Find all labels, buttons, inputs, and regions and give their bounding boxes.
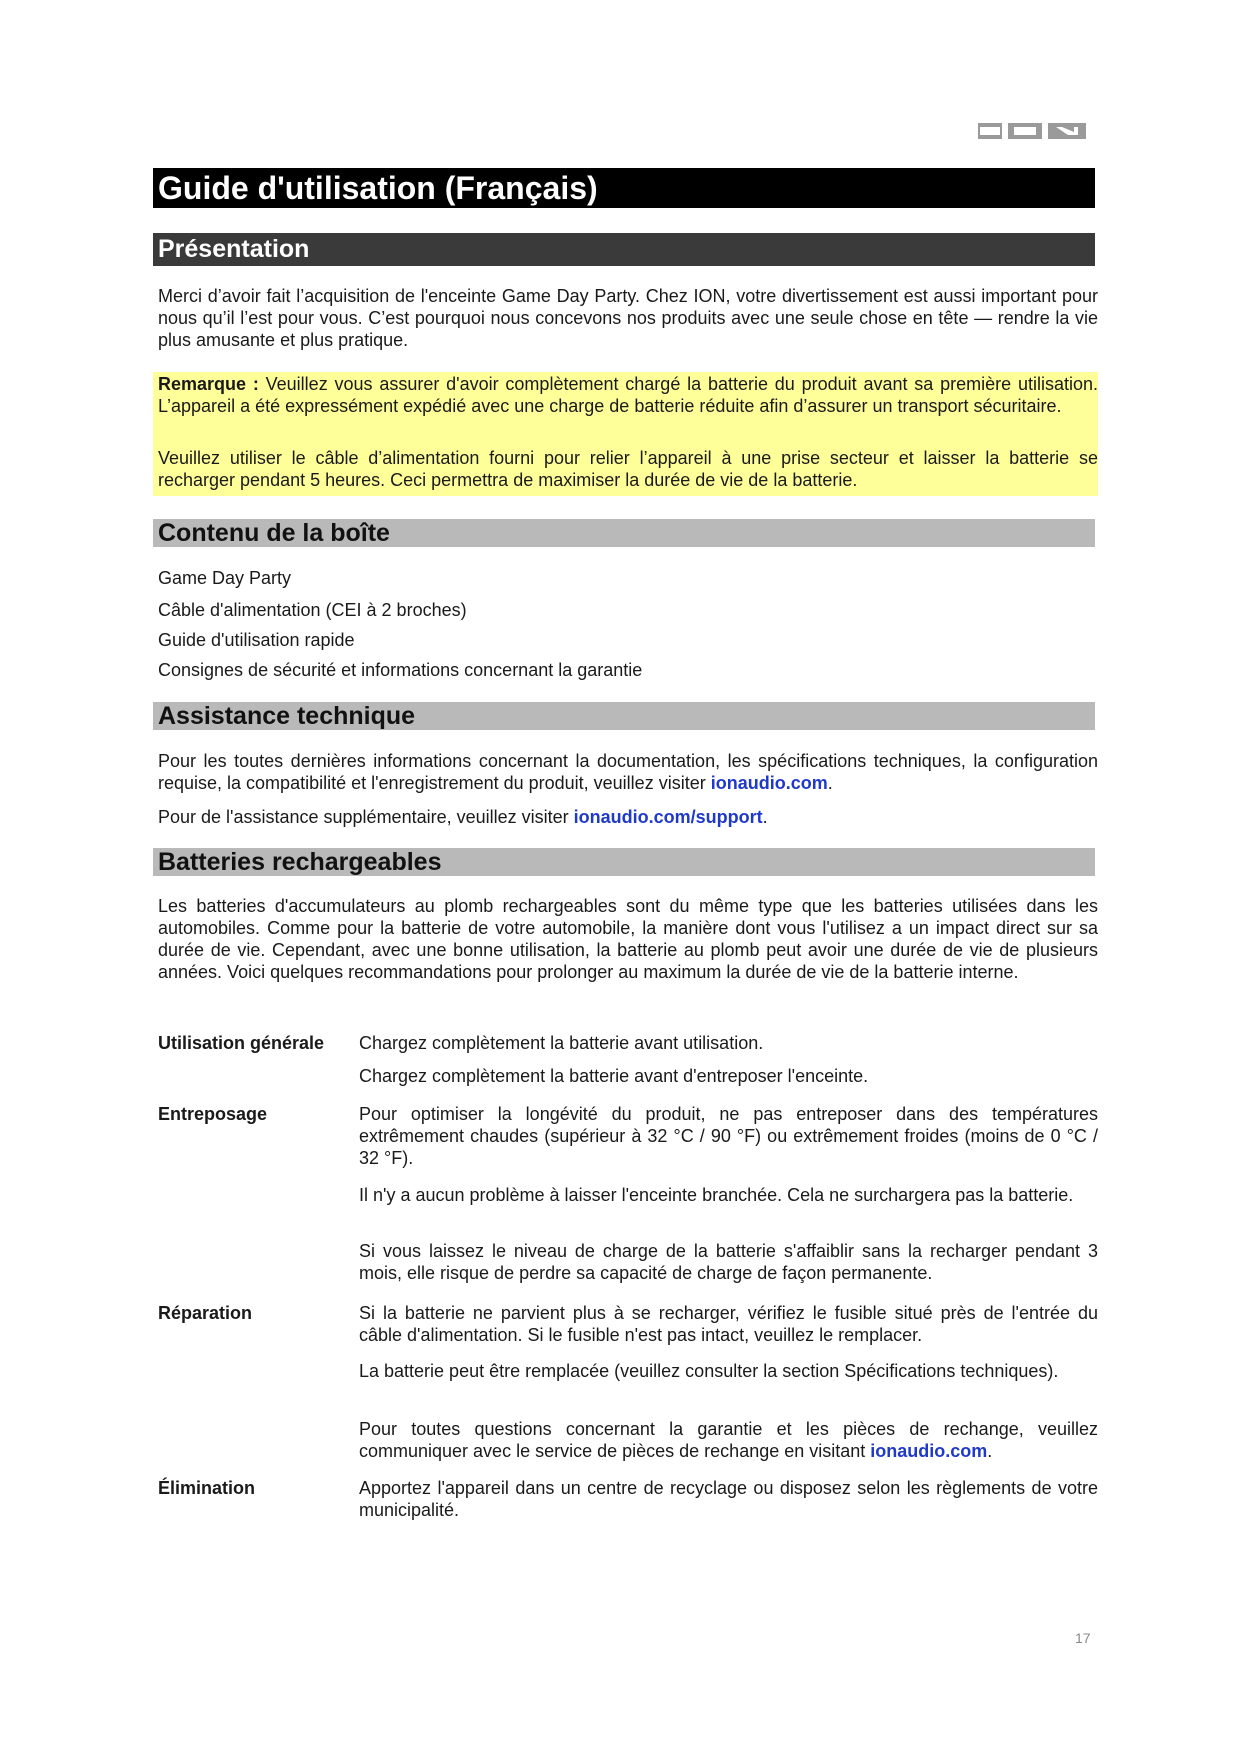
repair-2: La batterie peut être remplacée (veuillez consulter la section Spécifications techniques). xyxy=(359,1361,1059,1381)
repair-3 xyxy=(359,1418,1098,1462)
support-end-1: . xyxy=(827,773,833,793)
page-title: Guide d'utilisation (Français) xyxy=(153,168,1095,208)
disposal-1: Apportez l'appareil dans un centre de recyclage ou disposez selon les règlements de votre municipalité. xyxy=(359,1478,1098,1520)
support-paragraph-2 xyxy=(158,806,1098,828)
note-paragraph xyxy=(158,373,1098,417)
term-storage: Entreposage xyxy=(158,1104,268,1124)
storage-1: Pour optimiser la longévité du produit, ne pas entreposer dans des températures extrêmement chaudes (supérieur à 32 °C / 90 °F) ou extrêmement froides (moins de 0 °C / 32 °F). xyxy=(359,1104,1098,1168)
term-general-use: Utilisation générale xyxy=(158,1033,325,1053)
list-item: Câble d'alimentation (CEI à 2 broches) xyxy=(158,600,467,620)
repair-3-text: Pour toutes questions concernant la garantie et les pièces de rechange, veuillez communiquer avec le service de pièces de rechange en visitant xyxy=(359,1419,1098,1461)
support-end-2: . xyxy=(762,807,768,827)
note-label: Remarque : xyxy=(158,374,259,394)
repair-3-end: . xyxy=(987,1441,993,1461)
storage-2: Il n'y a aucun problème à laisser l'enceinte branchée. Cela ne surchargera pas la batterie. xyxy=(359,1185,1074,1205)
section-heading-support: Assistance technique xyxy=(153,702,1095,730)
list-item: Consignes de sécurité et informations concernant la garantie xyxy=(158,660,643,680)
page-number: 17 xyxy=(1075,1630,1091,1646)
note-text: Veuillez vous assurer d'avoir complètement chargé la batterie du produit avant sa première utilisation. L’appareil a été expressément expédié avec une charge de batterie réduite afin d’assurer un transport sécuritaire. xyxy=(158,374,1098,416)
term-disposal: Élimination xyxy=(158,1478,256,1498)
presentation-intro: Merci d’avoir fait l’acquisition de l'enceinte Game Day Party. Chez ION, votre divertissement est aussi important pour nous qu’il l’est pour vous. C’est pourquoi nous concevons nos produits avec une seule chose en tête — rendre la vie plus amusante et plus pratique. xyxy=(158,286,1098,350)
list-item: Game Day Party xyxy=(158,568,292,588)
batteries-intro: Les batteries d'accumulateurs au plomb rechargeables sont du même type que les batteries utilisées dans les automobiles. Comme pour la batterie de votre automobile, la manière dont vous l'utilisez a un impact direct sur sa durée de vie. Cependant, avec une bonne utilisation, la batterie au plomb peut avoir une durée de vie de plusieurs années. Voici quelques recommandations pour prolonger au maximum la durée de vie de la batterie interne. xyxy=(158,896,1098,982)
support-text-2: Pour de l'assistance supplémentaire, veuillez visiter xyxy=(158,807,574,827)
support-text-1: Pour les toutes dernières informations concernant la documentation, les spécifications techniques, la configuration requise, la compatibilité et l'enregistrement du produit, veuillez visiter xyxy=(158,751,1098,793)
repair-1: Si la batterie ne parvient plus à se recharger, vérifiez le fusible situé près de l'entrée du câble d'alimentation. Si le fusible n'est pas intact, veuillez le remplacer. xyxy=(359,1303,1098,1345)
ionaudio-link[interactable]: ionaudio.com xyxy=(710,773,828,793)
note-paragraph-2: Veuillez utiliser le câble d’alimentation fourni pour relier l’appareil à une prise secteur et laisser la batterie se recharger pendant 5 heures. Ceci permettra de maximiser la durée de vie de la batterie. xyxy=(158,448,1098,490)
section-heading-batteries: Batteries rechargeables xyxy=(153,848,1095,876)
list-item: Guide d'utilisation rapide xyxy=(158,630,355,650)
ionaudio-support-link[interactable]: ionaudio.com/support xyxy=(573,807,763,827)
ion-logo xyxy=(978,120,1088,142)
support-paragraph-1 xyxy=(158,750,1098,794)
term-repair: Réparation xyxy=(158,1303,253,1323)
general-use-2: Chargez complètement la batterie avant d'entreposer l'enceinte. xyxy=(359,1066,869,1086)
ionaudio-parts-link[interactable]: ionaudio.com xyxy=(870,1441,988,1461)
section-heading-box-contents: Contenu de la boîte xyxy=(153,519,1095,547)
general-use-1: Chargez complètement la batterie avant utilisation. xyxy=(359,1033,764,1053)
storage-3: Si vous laissez le niveau de charge de la batterie s'affaiblir sans la recharger pendant 3 mois, elle risque de perdre sa capacité de charge de façon permanente. xyxy=(359,1241,1098,1283)
section-heading-presentation: Présentation xyxy=(153,233,1095,266)
